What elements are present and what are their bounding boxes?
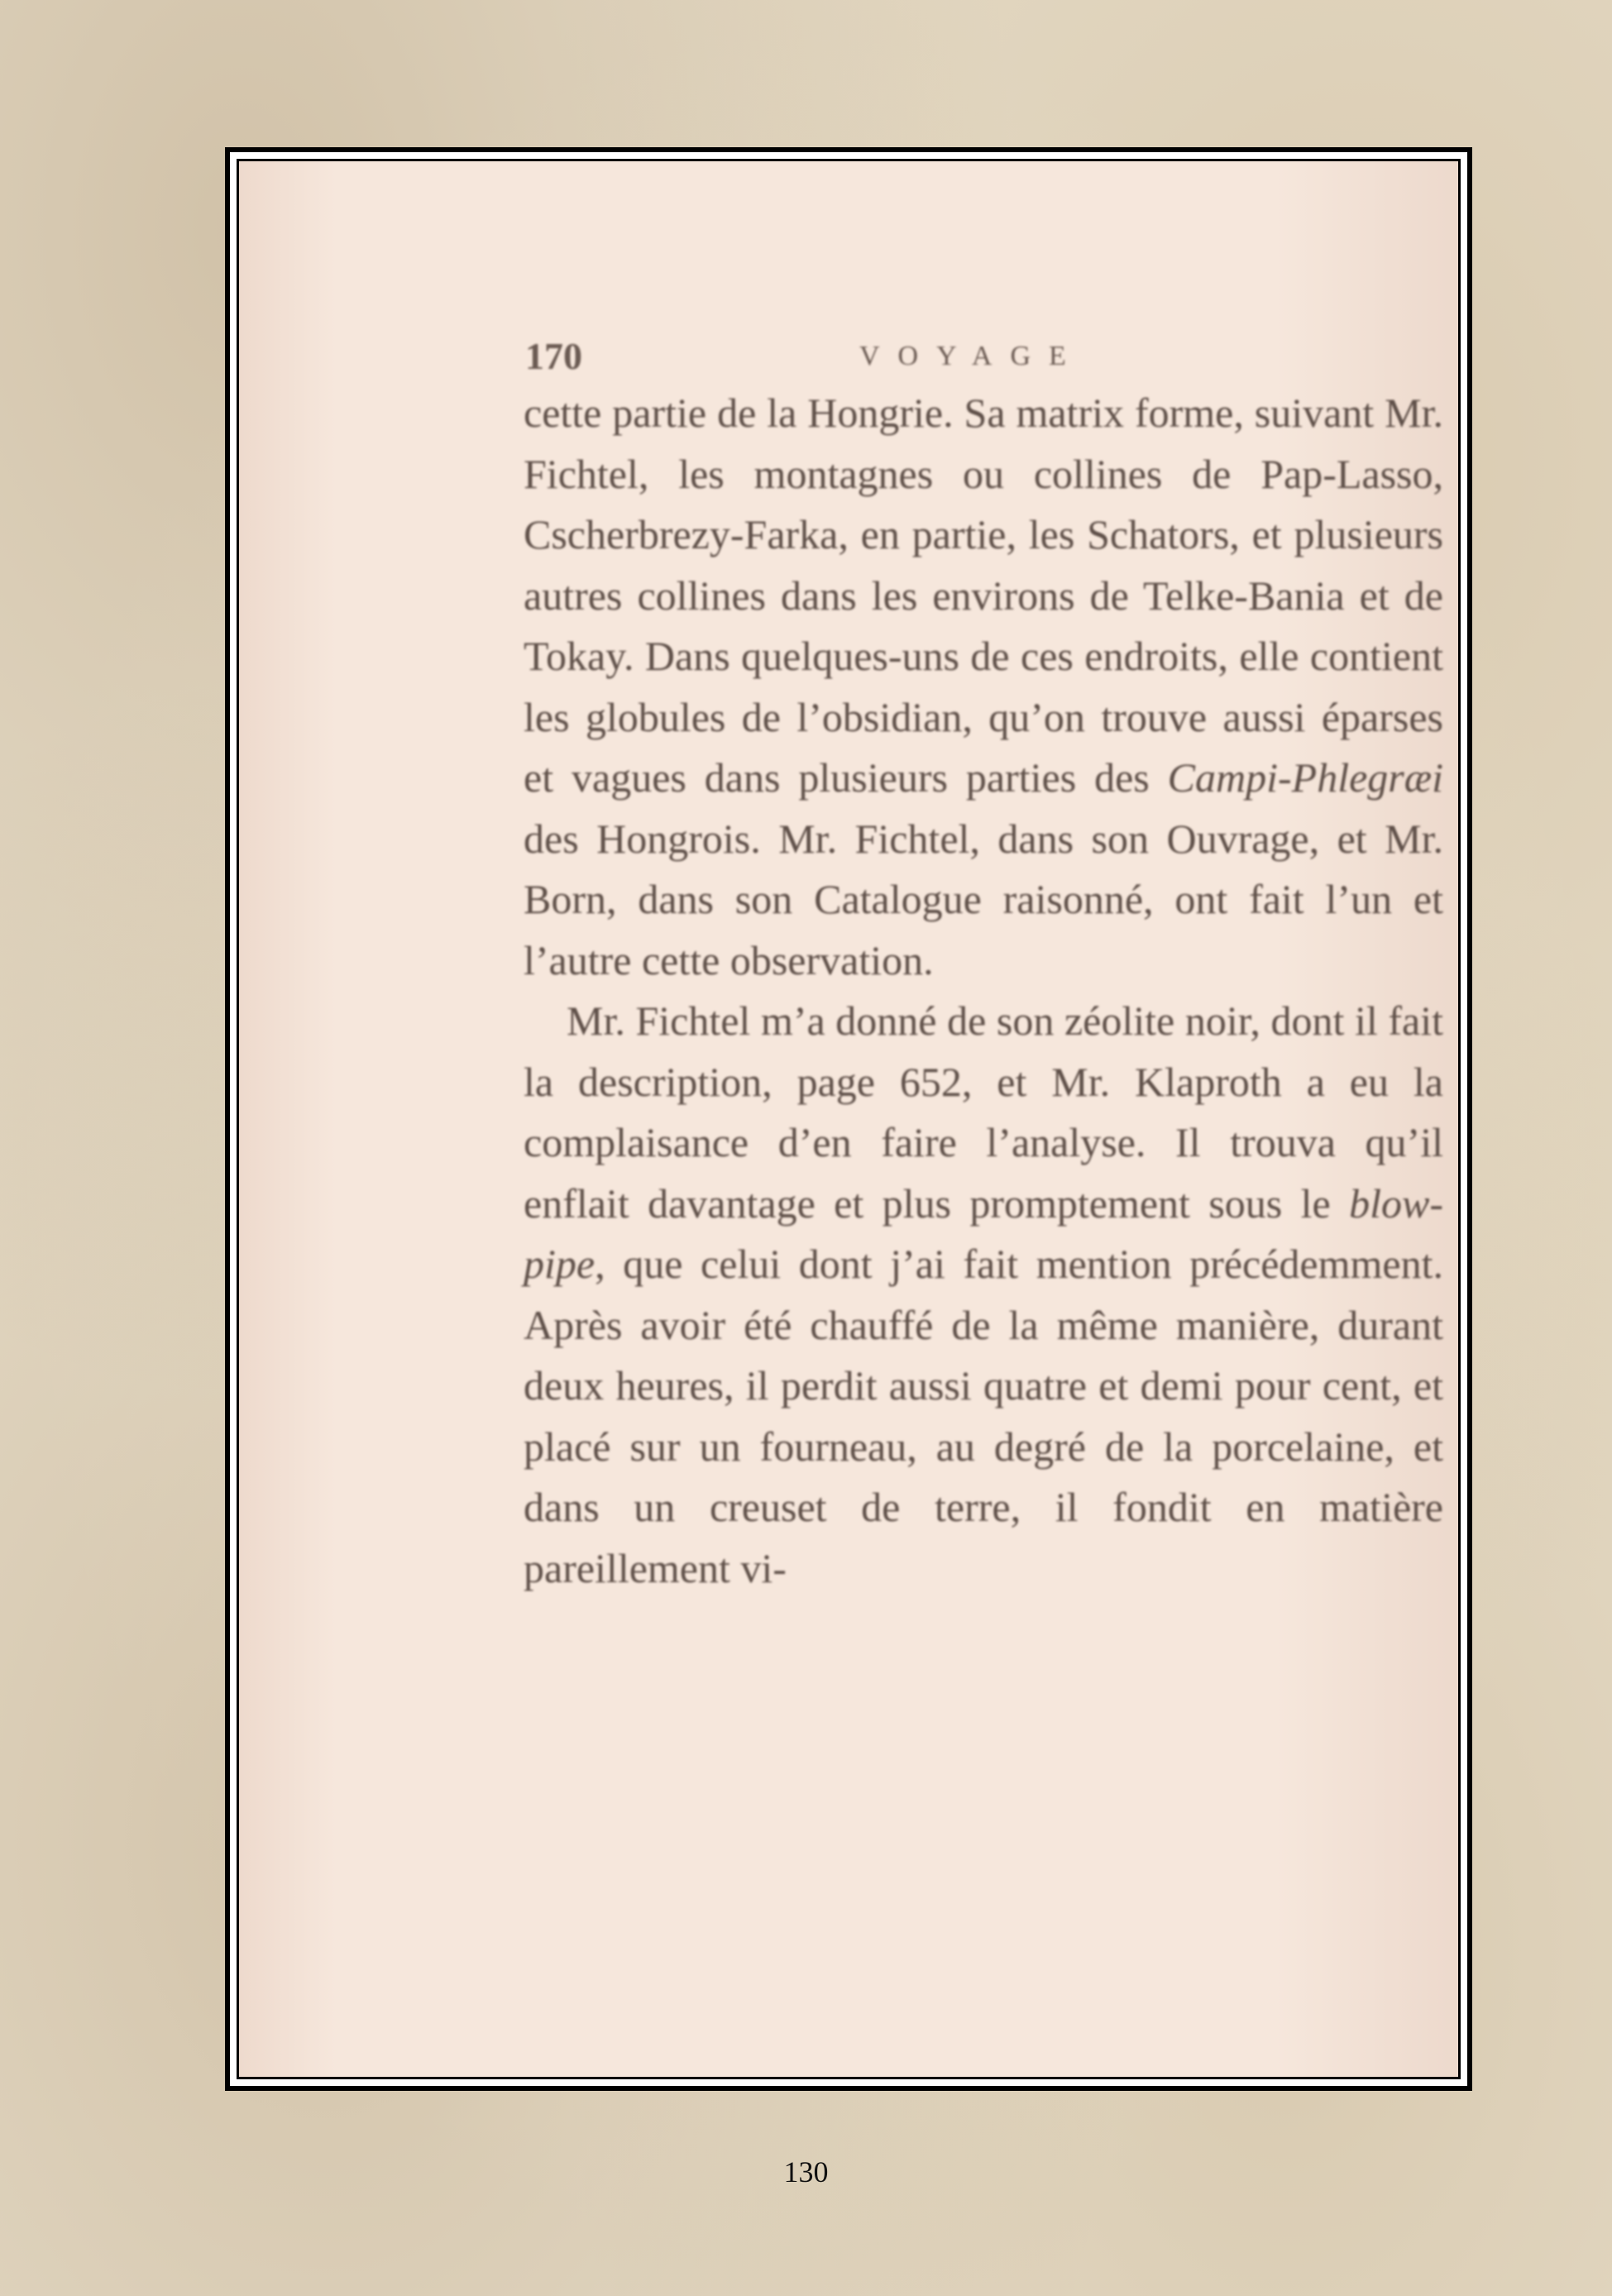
- page-header: [525, 334, 1084, 384]
- scan-frame: [225, 147, 1472, 2091]
- scanned-page: [237, 159, 1461, 2079]
- text-run: Mr. Fichtel m’a donné de son zéolite noir, dont il fait la description, page 652, et Mr. Klaproth a eu la complaisance d’en faire l’analyse. Il trouva qu’il enflait davantage et plus promptement sous le: [524, 997, 1443, 1227]
- paragraph: [524, 383, 1443, 991]
- original-page-number: 170: [525, 335, 582, 377]
- italic-term: blow-pipe: [524, 1179, 1443, 1287]
- text-run: , que celui dont j’ai fait mention précédemment. Après avoir été chauffé de la même manière, durant deux heures, il perdit aussi quatre et demi pour cent, et placé sur un fourneau, au degré de la porcelaine, et dans un creuset de terre, il fondit en matière pareillement vi-: [524, 1241, 1443, 1591]
- text-run: cette partie de la Hongrie. Sa matrix forme, suivant Mr. Fichtel, les montagnes ou collines de Pap-Lasso, Cscherbrezy-Farka, en partie, les Schators, et plusieurs autres collines dans les environs de Telke-Bania et de Tokay. Dans quelques-uns de ces endroits, elle contient les globules de l’obsidian, qu’on trouve aussi éparses et vagues dans plusieurs parties des: [524, 390, 1443, 801]
- paragraph: [524, 991, 1443, 1599]
- body-text: [524, 383, 1443, 1599]
- running-title: VOYAGE: [859, 341, 1084, 371]
- folio-number: 130: [783, 2155, 829, 2188]
- text-run: des Hongrois. Mr. Fichtel, dans son Ouvrage, et Mr. Born, dans son Catalogue raisonné, ont fait l’un et l’autre cette observation.: [524, 815, 1443, 983]
- italic-term: Campi-Phlegræi: [1167, 754, 1443, 801]
